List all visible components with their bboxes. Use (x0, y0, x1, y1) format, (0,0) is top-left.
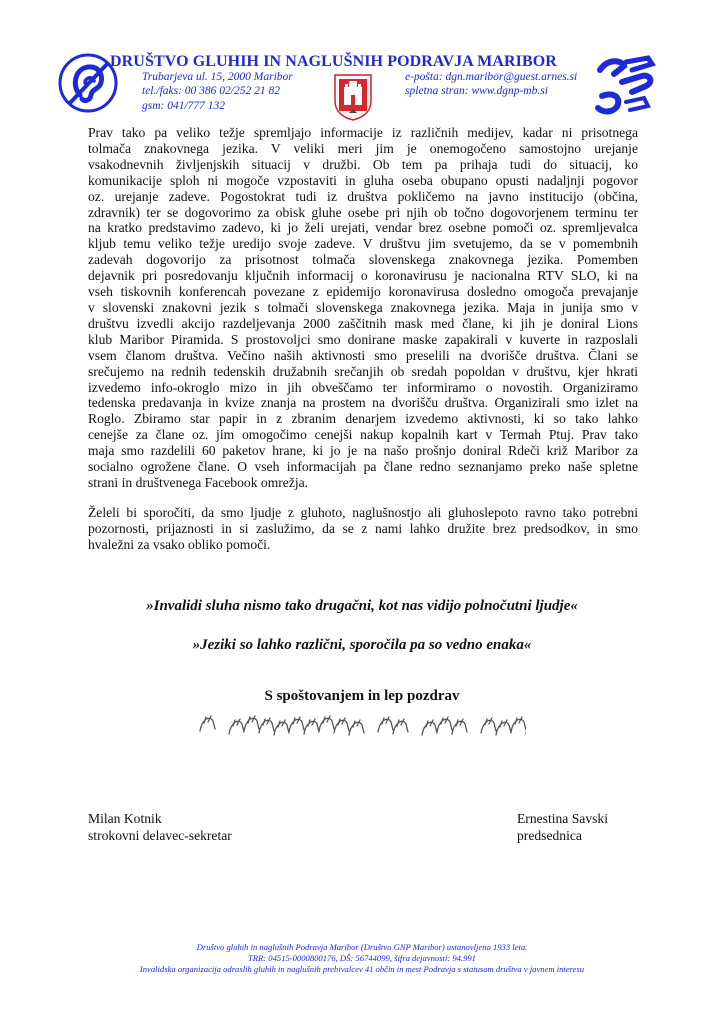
address: Trubarjeva ul. 15, 2000 Maribor (142, 71, 293, 83)
deaf-ear-logo-icon (58, 53, 118, 113)
hand-sign-glyph (334, 718, 349, 733)
sign-language-hands-logo-icon (592, 52, 662, 118)
paragraph-line: na kratko predstavimo zadevo, ki jo želi urejati, vendar brez osebne pomoči oz. spremljevalca (88, 220, 638, 236)
hand-sign-glyph (378, 717, 393, 732)
hand-sign-glyph (304, 719, 319, 734)
gsm-number: gsm: 041/777 132 (142, 100, 226, 112)
paragraph-line: Želeli bi sporočiti, da smo ljudje z gluhoto, naglušnostjo ali gluhoslepoto ravno tako potrebni (88, 505, 638, 520)
paragraph-line: vsakodnevnih življenjskih situacij v družbi. Ob tem pa prihaja tudi do situacij, ko (88, 156, 638, 172)
hand-sign-glyph (511, 717, 526, 732)
paragraph-line: oz. urejanje zadeve. Pogostokrat tudi iz društva pokličemo na javno institucijo (občina, (88, 188, 638, 204)
hand-sign-glyph (452, 719, 467, 734)
organization-name: DRUŠTVO GLUHIH IN NAGLUŠNIH PODRAVJA MARIBOR (110, 53, 557, 70)
hand-sign-glyph (259, 718, 274, 733)
paragraph-line: dejavnik pri posredovanju ključnih informacij o koronavirusu je nacionalna RTV SLO, ki na (88, 268, 638, 284)
greeting: S spoštovanjem in lep pozdrav (264, 688, 460, 704)
paragraph-line: izvedemo info-okroglo mizo in jih obveščamo ter informiramo o novostih. Organiziramo (88, 379, 638, 395)
paragraph-line: vsem članom društva. Večino naših aktivnosti smo preselili na dvorišče društva. Člani se (88, 347, 638, 363)
hand-sign-glyph (289, 717, 304, 732)
hand-sign-glyph (437, 717, 452, 732)
hand-sign-glyph (319, 716, 334, 731)
paragraph-line: cenejše za člane oz. jim omogočimo cenejši nakup kopalnih kart v Termah Ptuj. Prav tako (88, 427, 638, 443)
fingerspelling-greeting-icon (196, 709, 526, 739)
footer-line-2: TRR: 04515-0000800176, DŠ: 56744099, šifra dejavnosti: 94.991 (248, 953, 476, 963)
footer-line-1: Društvo gluhih in naglušnih Podravja Maribor (Društvo GNP Maribor) ustanovljeno 1933 leta. (196, 942, 528, 952)
paragraph-line: vseh tiskovnih konferencah povezane z epidemijo koronavirusa dosledno omogoča prevajanje (88, 284, 638, 300)
paragraph-line: socialno ogrožene člane. O vseh informacijah pa člane redno seznanjamo preko naše spletne (88, 459, 638, 475)
paragraph-line: tedenska predavanja in kvize znanja na prostem na dvorišču društva. Organizirali smo izlet na (88, 395, 638, 411)
signatory-right-role: predsednica (517, 828, 582, 843)
paragraph-line: zadevah dogovorijo za prisotnost tolmača slovenskega znakovnega jezika. Pomemben (88, 252, 638, 268)
signatory-left-name: Milan Kotnik (88, 811, 162, 826)
hand-sign-glyph (274, 720, 289, 735)
hand-sign-glyph (393, 719, 408, 734)
signatory-left-role: strokovni delavec-sekretar (88, 828, 232, 843)
motto-2: »Jeziki so lahko različni, sporočila pa so vedno enaka« (192, 637, 532, 653)
paragraph-line: zdravnik) ter se dogovorimo za obisk gluhe osebe pri njih ob točno dogovorjenem terminu ter (88, 204, 638, 220)
email-address: e-pošta: dgn.maribor@guest.arnes.si (405, 71, 578, 83)
motto-1: »Invalidi sluha nismo tako drugačni, kot nas vidijo polnočutni ljudje« (146, 598, 578, 614)
paragraph-line: komunikacije sploh ni mogoče vzpostaviti in gluha oseba obupano opusti nadaljnji pogovor (88, 172, 638, 188)
paragraph-line: maja smo razdelili 60 paketov hrane, ki jo je na našo prošnjo doniral Rdeči križ Maribor za (88, 443, 638, 459)
hand-sign-glyph (496, 720, 511, 735)
phone-fax: tel./faks: 00 386 02/252 21 82 (142, 85, 280, 97)
paragraph-line: klub Maribor Piramida. S prostovoljci smo donirane maske zapakirali v kuverte in razposlali (88, 331, 638, 347)
footer-line-3: Invalidska organizacija odraslih gluhih in naglušnih prebivalcev 41 občin in mest Podravja s statusom društva v javnem interesu (139, 964, 585, 974)
body-paragraph-2 (88, 505, 638, 553)
hand-sign-glyph (422, 720, 437, 735)
signatory-right-name: Ernestina Savski (517, 811, 608, 826)
hand-sign-glyph (481, 718, 496, 733)
paragraph-line: srečujemo na rednih tedenskih družabnih srečanjih ob sredah popoldan v društvu, kjer hkrati (88, 363, 638, 379)
paragraph-line: hvaležni za vsako obliko pomoči. (88, 536, 271, 552)
paragraph-line: Prav tako pa veliko težje spremljajo informacije iz različnih medijev, kadar ni prisotnega (88, 125, 638, 140)
paragraph-line: kljub temu veliko težje uredijo svoje zadeve. V društvu jim svetujemo, da se v pomembnih (88, 236, 638, 252)
maribor-crest-icon (333, 73, 373, 121)
paragraph-line: tolmača znakovnega jezika. V veliki meri jim je onemogočeno samostojno urejanje (88, 140, 638, 156)
paragraph-line: pozornosti, prijaznosti in si zaslužimo, da se z nami lahko družite brez predsodkov, in smo (88, 520, 638, 536)
hand-sign-glyph (200, 716, 215, 731)
paragraph-line: v slovenski znakovni jezik s tolmači slovenskega znakovnega jezika. Maja in junija smo v (88, 299, 638, 315)
paragraph-line: Roglo. Zbiramo star papir in z zbranim denarjem izvedemo aktivnosti, ki so tako lahko (88, 411, 638, 427)
body-paragraph-1 (88, 125, 638, 491)
hand-sign-glyph (349, 720, 364, 735)
hand-sign-glyph (229, 719, 244, 734)
paragraph-line: strani in društvenega Facebook omrežja. (88, 474, 309, 490)
website: spletna stran: www.dgnp-mb.si (405, 85, 548, 97)
paragraph-line: društvu izvedli akcijo razdeljevanja 2000 zaščitnih mask med člane, ki jih je doniral Lions (88, 315, 638, 331)
hand-sign-glyph (244, 716, 259, 731)
